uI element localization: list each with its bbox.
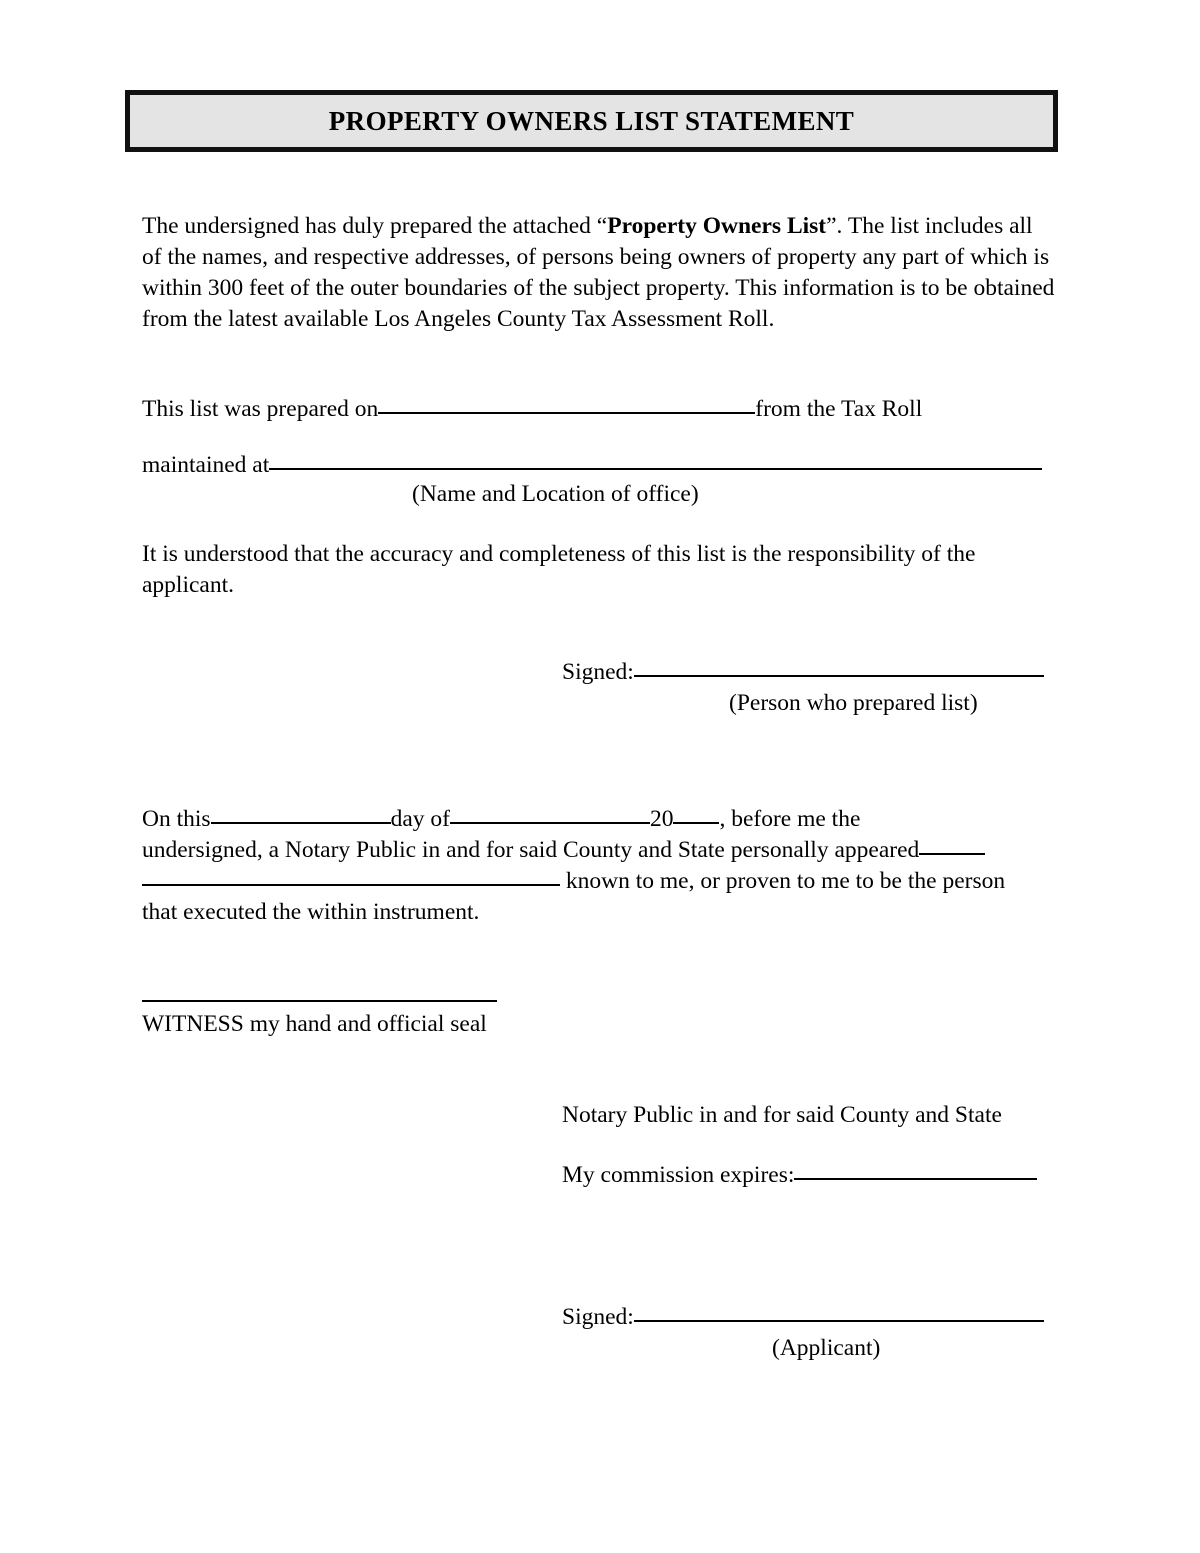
maintained-at-label: maintained at bbox=[142, 452, 270, 478]
notary-ack-line-1 bbox=[142, 804, 860, 835]
notary-on-this-label: On this bbox=[142, 806, 211, 832]
notary-before-me-label: , before me the bbox=[719, 806, 861, 832]
maintained-at-row bbox=[142, 450, 1042, 481]
witness-label: WITNESS my hand and official seal bbox=[142, 1011, 487, 1037]
notary-year-blank[interactable] bbox=[673, 822, 719, 824]
notary-ack-line-2 bbox=[142, 835, 985, 866]
preparer-signature-caption: (Person who prepared list) bbox=[729, 690, 978, 716]
notary-title-row bbox=[562, 1100, 1002, 1131]
applicant-signed-label: Signed: bbox=[562, 1304, 634, 1330]
notary-person-name-blank[interactable] bbox=[142, 884, 560, 886]
intro-paragraph-block bbox=[142, 211, 1058, 335]
notary-day-blank[interactable] bbox=[211, 822, 391, 824]
prepared-on-row bbox=[142, 394, 922, 425]
applicant-signature-caption: (Applicant) bbox=[772, 1335, 881, 1361]
intro-paragraph bbox=[142, 211, 1058, 335]
maintained-at-blank[interactable] bbox=[269, 468, 1042, 470]
notary-month-blank[interactable] bbox=[450, 822, 650, 824]
preparer-signed-label: Signed: bbox=[562, 659, 634, 685]
preparer-signature-row bbox=[562, 657, 1044, 688]
notary-executed-label: that executed the within instrument. bbox=[142, 899, 480, 925]
applicant-signature-row bbox=[562, 1302, 1044, 1333]
notary-known-to-me-label: known to me, or proven to me to be the person bbox=[560, 868, 1006, 894]
preparer-signature-blank[interactable] bbox=[634, 675, 1044, 677]
applicant-signature-blank[interactable] bbox=[634, 1320, 1044, 1322]
intro-text-segment-2: ”. The list includes all of the names, and respective addresses, of persons being owners of property any part of which is within 300 feet of the outer boundaries of the subject property. This information is to be obtained from the latest available Los Angeles County Tax Assessment Roll. bbox=[142, 213, 1055, 332]
notary-undersigned-label: undersigned, a Notary Public in and for said County and State personally appeared bbox=[142, 837, 920, 863]
prepared-on-trailing-label: from the Tax Roll bbox=[755, 396, 923, 422]
page-title: PROPERTY OWNERS LIST STATEMENT bbox=[328, 105, 855, 136]
witness-signature-blank[interactable] bbox=[142, 1000, 497, 1002]
document-title-banner bbox=[125, 90, 1058, 152]
witness-row bbox=[142, 1009, 487, 1040]
commission-expires-row bbox=[562, 1160, 1037, 1191]
maintained-at-caption: (Name and Location of office) bbox=[412, 481, 699, 507]
notary-title-label: Notary Public in and for said County and State bbox=[562, 1102, 1002, 1128]
notary-ack-line-4 bbox=[142, 897, 479, 928]
commission-expires-label: My commission expires: bbox=[562, 1162, 795, 1188]
notary-year-prefix: 20 bbox=[649, 806, 674, 832]
intro-text-segment-1: The undersigned has duly prepared the attached “ bbox=[142, 213, 608, 239]
notary-day-of-label: day of bbox=[390, 806, 450, 832]
intro-bold-term: Property Owners List bbox=[607, 213, 827, 239]
responsibility-block bbox=[142, 539, 1058, 601]
prepared-on-date-blank[interactable] bbox=[378, 412, 755, 414]
commission-expires-blank[interactable] bbox=[794, 1178, 1037, 1180]
notary-ack-line-3 bbox=[142, 866, 1005, 897]
notary-appeared-blank[interactable] bbox=[919, 853, 985, 855]
responsibility-paragraph: It is understood that the accuracy and completeness of this list is the responsibility of the applicant. bbox=[142, 541, 976, 598]
prepared-on-label: This list was prepared on bbox=[142, 396, 379, 422]
